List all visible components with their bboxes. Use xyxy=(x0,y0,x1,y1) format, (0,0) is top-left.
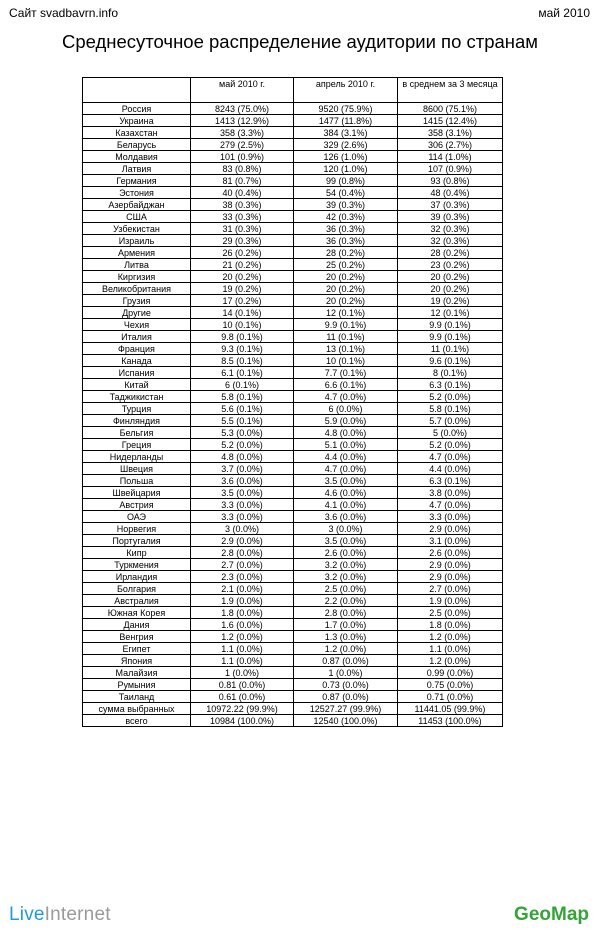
cell-country: Нидерланды xyxy=(83,451,191,463)
cell-april: 4.6 (0.0%) xyxy=(294,487,398,499)
cell-country: Дания xyxy=(83,619,191,631)
cell-average: 1.8 (0.0%) xyxy=(398,619,503,631)
table-row xyxy=(83,391,503,403)
cell-average: 19 (0.2%) xyxy=(398,295,503,307)
cell-average: 306 (2.7%) xyxy=(398,139,503,151)
cell-april: 4.7 (0.0%) xyxy=(294,391,398,403)
cell-country: Беларусь xyxy=(83,139,191,151)
cell-april: 6.6 (0.1%) xyxy=(294,379,398,391)
cell-may: 2.8 (0.0%) xyxy=(191,547,294,559)
cell-country: Великобритания xyxy=(83,283,191,295)
cell-may: 38 (0.3%) xyxy=(191,199,294,211)
cell-average: 1.2 (0.0%) xyxy=(398,631,503,643)
cell-may: 81 (0.7%) xyxy=(191,175,294,187)
cell-may: 8243 (75.0%) xyxy=(191,103,294,115)
cell-country: Франция xyxy=(83,343,191,355)
cell-country: Россия xyxy=(83,103,191,115)
cell-may: 20 (0.2%) xyxy=(191,271,294,283)
cell-country: Египет xyxy=(83,643,191,655)
table-row xyxy=(83,163,503,175)
cell-april: 3.2 (0.0%) xyxy=(294,571,398,583)
cell-may: 1413 (12.9%) xyxy=(191,115,294,127)
cell-may: 279 (2.5%) xyxy=(191,139,294,151)
cell-may: 29 (0.3%) xyxy=(191,235,294,247)
table-row xyxy=(83,331,503,343)
cell-average: 20 (0.2%) xyxy=(398,283,503,295)
cell-may: 21 (0.2%) xyxy=(191,259,294,271)
cell-april: 9520 (75.9%) xyxy=(294,103,398,115)
cell-average: 2.9 (0.0%) xyxy=(398,559,503,571)
cell-april: 12540 (100.0%) xyxy=(294,715,398,727)
cell-country: Болгария xyxy=(83,583,191,595)
cell-may: 26 (0.2%) xyxy=(191,247,294,259)
table-row xyxy=(83,463,503,475)
cell-april: 20 (0.2%) xyxy=(294,283,398,295)
cell-country: Норвегия xyxy=(83,523,191,535)
cell-may: 3.7 (0.0%) xyxy=(191,463,294,475)
cell-country: Австралия xyxy=(83,595,191,607)
cell-may: 1.1 (0.0%) xyxy=(191,655,294,667)
cell-may: 2.3 (0.0%) xyxy=(191,571,294,583)
cell-average: 1.9 (0.0%) xyxy=(398,595,503,607)
cell-april: 6 (0.0%) xyxy=(294,403,398,415)
table-row xyxy=(83,379,503,391)
cell-country: ОАЭ xyxy=(83,511,191,523)
cell-april: 99 (0.8%) xyxy=(294,175,398,187)
cell-country: Эстония xyxy=(83,187,191,199)
cell-average: 11441.05 (99.9%) xyxy=(398,703,503,715)
table-row xyxy=(83,319,503,331)
cell-average: 8600 (75.1%) xyxy=(398,103,503,115)
cell-country: Бельгия xyxy=(83,427,191,439)
table-row xyxy=(83,139,503,151)
cell-average: 1.1 (0.0%) xyxy=(398,643,503,655)
cell-april: 3 (0.0%) xyxy=(294,523,398,535)
cell-april: 1477 (11.8%) xyxy=(294,115,398,127)
cell-april: 4.7 (0.0%) xyxy=(294,463,398,475)
cell-may: 1.6 (0.0%) xyxy=(191,619,294,631)
cell-may: 2.9 (0.0%) xyxy=(191,535,294,547)
cell-average: 9.9 (0.1%) xyxy=(398,319,503,331)
cell-country: Швейцария xyxy=(83,487,191,499)
cell-country: Молдавия xyxy=(83,151,191,163)
cell-average: 3.3 (0.0%) xyxy=(398,511,503,523)
cell-april: 384 (3.1%) xyxy=(294,127,398,139)
cell-average: 0.71 (0.0%) xyxy=(398,691,503,703)
cell-may: 1.1 (0.0%) xyxy=(191,643,294,655)
table-row xyxy=(83,271,503,283)
cell-average: 5 (0.0%) xyxy=(398,427,503,439)
table-row xyxy=(83,367,503,379)
table-row xyxy=(83,235,503,247)
cell-april: 2.8 (0.0%) xyxy=(294,607,398,619)
cell-april: 9.9 (0.1%) xyxy=(294,319,398,331)
cell-april: 126 (1.0%) xyxy=(294,151,398,163)
table-row xyxy=(83,427,503,439)
cell-average: 9.9 (0.1%) xyxy=(398,331,503,343)
table-row xyxy=(83,523,503,535)
table-row xyxy=(83,259,503,271)
cell-average: 114 (1.0%) xyxy=(398,151,503,163)
cell-may: 5.3 (0.0%) xyxy=(191,427,294,439)
cell-may: 1.8 (0.0%) xyxy=(191,607,294,619)
cell-april: 1.7 (0.0%) xyxy=(294,619,398,631)
cell-april: 4.4 (0.0%) xyxy=(294,451,398,463)
cell-country: Таиланд xyxy=(83,691,191,703)
table-row xyxy=(83,667,503,679)
table-row xyxy=(83,619,503,631)
cell-april: 2.5 (0.0%) xyxy=(294,583,398,595)
cell-may: 5.6 (0.1%) xyxy=(191,403,294,415)
table-row xyxy=(83,187,503,199)
cell-may: 17 (0.2%) xyxy=(191,295,294,307)
country-distribution-table xyxy=(82,77,503,727)
table-row xyxy=(83,691,503,703)
cell-country: Турция xyxy=(83,403,191,415)
cell-average: 32 (0.3%) xyxy=(398,235,503,247)
table-row xyxy=(83,655,503,667)
cell-may: 19 (0.2%) xyxy=(191,283,294,295)
cell-april: 3.6 (0.0%) xyxy=(294,511,398,523)
table-row xyxy=(83,583,503,595)
cell-average: 3.8 (0.0%) xyxy=(398,487,503,499)
cell-average: 6.3 (0.1%) xyxy=(398,379,503,391)
column-header-april: апрель 2010 г. xyxy=(294,78,398,103)
table-row xyxy=(83,511,503,523)
cell-average: 2.9 (0.0%) xyxy=(398,571,503,583)
cell-average: 2.6 (0.0%) xyxy=(398,547,503,559)
cell-country: Португалия xyxy=(83,535,191,547)
cell-average: 4.7 (0.0%) xyxy=(398,499,503,511)
cell-average: 32 (0.3%) xyxy=(398,223,503,235)
table-row xyxy=(83,487,503,499)
page-title: Среднесуточное распределение аудитории по странам xyxy=(61,31,539,52)
cell-average: 5.8 (0.1%) xyxy=(398,403,503,415)
cell-country: Польша xyxy=(83,475,191,487)
cell-country: Азербайджан xyxy=(83,199,191,211)
cell-april: 1.2 (0.0%) xyxy=(294,643,398,655)
cell-april: 7.7 (0.1%) xyxy=(294,367,398,379)
cell-country: Кипр xyxy=(83,547,191,559)
cell-country: Казахстан xyxy=(83,127,191,139)
cell-country: Австрия xyxy=(83,499,191,511)
cell-average: 1415 (12.4%) xyxy=(398,115,503,127)
cell-april: 5.1 (0.0%) xyxy=(294,439,398,451)
cell-april: 4.1 (0.0%) xyxy=(294,499,398,511)
cell-may: 1.9 (0.0%) xyxy=(191,595,294,607)
cell-april: 11 (0.1%) xyxy=(294,331,398,343)
cell-april: 36 (0.3%) xyxy=(294,235,398,247)
cell-country: Латвия xyxy=(83,163,191,175)
cell-april: 20 (0.2%) xyxy=(294,271,398,283)
cell-may: 3.3 (0.0%) xyxy=(191,499,294,511)
cell-april: 28 (0.2%) xyxy=(294,247,398,259)
table-row xyxy=(83,343,503,355)
cell-average: 1.2 (0.0%) xyxy=(398,655,503,667)
table-row xyxy=(83,595,503,607)
cell-average: 28 (0.2%) xyxy=(398,247,503,259)
table-row xyxy=(83,631,503,643)
cell-may: 10 (0.1%) xyxy=(191,319,294,331)
cell-average: 2.7 (0.0%) xyxy=(398,583,503,595)
cell-country: Венгрия xyxy=(83,631,191,643)
cell-average: 5.2 (0.0%) xyxy=(398,391,503,403)
cell-may: 6.1 (0.1%) xyxy=(191,367,294,379)
cell-may: 4.8 (0.0%) xyxy=(191,451,294,463)
cell-may: 2.1 (0.0%) xyxy=(191,583,294,595)
cell-country: Испания xyxy=(83,367,191,379)
cell-country: Греция xyxy=(83,439,191,451)
cell-average: 2.9 (0.0%) xyxy=(398,523,503,535)
cell-country: Киргизия xyxy=(83,271,191,283)
cell-april: 1.3 (0.0%) xyxy=(294,631,398,643)
cell-april: 36 (0.3%) xyxy=(294,223,398,235)
cell-may: 6 (0.1%) xyxy=(191,379,294,391)
cell-average: 2.5 (0.0%) xyxy=(398,607,503,619)
cell-may: 31 (0.3%) xyxy=(191,223,294,235)
cell-may: 33 (0.3%) xyxy=(191,211,294,223)
table-row xyxy=(83,643,503,655)
cell-may: 1.2 (0.0%) xyxy=(191,631,294,643)
cell-average: 0.99 (0.0%) xyxy=(398,667,503,679)
cell-april: 54 (0.4%) xyxy=(294,187,398,199)
cell-average: 107 (0.9%) xyxy=(398,163,503,175)
table-row xyxy=(83,415,503,427)
cell-country: Финляндия xyxy=(83,415,191,427)
cell-average: 11453 (100.0%) xyxy=(398,715,503,727)
cell-country: Узбекистан xyxy=(83,223,191,235)
table-row xyxy=(83,223,503,235)
cell-average: 37 (0.3%) xyxy=(398,199,503,211)
cell-may: 14 (0.1%) xyxy=(191,307,294,319)
table-row xyxy=(83,547,503,559)
table-body xyxy=(83,103,503,727)
cell-may: 9.8 (0.1%) xyxy=(191,331,294,343)
table-row xyxy=(83,247,503,259)
table-row xyxy=(83,211,503,223)
cell-average: 39 (0.3%) xyxy=(398,211,503,223)
table-row xyxy=(83,151,503,163)
cell-country: Грузия xyxy=(83,295,191,307)
liveinternet-logo-live: Live xyxy=(9,904,45,925)
cell-may: 0.61 (0.0%) xyxy=(191,691,294,703)
table-row xyxy=(83,607,503,619)
liveinternet-logo xyxy=(9,904,111,926)
cell-average: 5.2 (0.0%) xyxy=(398,439,503,451)
cell-country: Израиль xyxy=(83,235,191,247)
cell-may: 3.5 (0.0%) xyxy=(191,487,294,499)
cell-april: 5.9 (0.0%) xyxy=(294,415,398,427)
cell-april: 39 (0.3%) xyxy=(294,199,398,211)
cell-may: 9.3 (0.1%) xyxy=(191,343,294,355)
site-name: Сайт svadbavrn.info xyxy=(9,6,119,20)
cell-may: 5.2 (0.0%) xyxy=(191,439,294,451)
cell-country: сумма выбранных xyxy=(83,703,191,715)
table-row xyxy=(83,535,503,547)
cell-april: 3.5 (0.0%) xyxy=(294,535,398,547)
cell-average: 3.1 (0.0%) xyxy=(398,535,503,547)
cell-average: 12 (0.1%) xyxy=(398,307,503,319)
table-row xyxy=(83,127,503,139)
cell-may: 2.7 (0.0%) xyxy=(191,559,294,571)
cell-average: 6.3 (0.1%) xyxy=(398,475,503,487)
table-row xyxy=(83,439,503,451)
table-row xyxy=(83,559,503,571)
table-row xyxy=(83,103,503,115)
cell-average: 11 (0.1%) xyxy=(398,343,503,355)
table-row xyxy=(83,679,503,691)
table-row xyxy=(83,283,503,295)
cell-country: Туркмения xyxy=(83,559,191,571)
cell-may: 3.6 (0.0%) xyxy=(191,475,294,487)
cell-april: 120 (1.0%) xyxy=(294,163,398,175)
cell-country: США xyxy=(83,211,191,223)
cell-april: 12527.27 (99.9%) xyxy=(294,703,398,715)
cell-april: 10 (0.1%) xyxy=(294,355,398,367)
cell-country: всего xyxy=(83,715,191,727)
cell-april: 25 (0.2%) xyxy=(294,259,398,271)
cell-may: 5.8 (0.1%) xyxy=(191,391,294,403)
cell-average: 5.7 (0.0%) xyxy=(398,415,503,427)
table-row xyxy=(83,475,503,487)
cell-april: 3.5 (0.0%) xyxy=(294,475,398,487)
cell-country: Чехия xyxy=(83,319,191,331)
cell-average: 358 (3.1%) xyxy=(398,127,503,139)
cell-april: 4.8 (0.0%) xyxy=(294,427,398,439)
cell-average: 0.75 (0.0%) xyxy=(398,679,503,691)
cell-country: Германия xyxy=(83,175,191,187)
cell-may: 358 (3.3%) xyxy=(191,127,294,139)
cell-may: 10984 (100.0%) xyxy=(191,715,294,727)
table-row xyxy=(83,115,503,127)
cell-april: 0.73 (0.0%) xyxy=(294,679,398,691)
cell-country: Швеция xyxy=(83,463,191,475)
cell-country: Армения xyxy=(83,247,191,259)
cell-country: Украина xyxy=(83,115,191,127)
cell-may: 10972.22 (99.9%) xyxy=(191,703,294,715)
cell-country: Южная Корея xyxy=(83,607,191,619)
cell-country: Таджикистан xyxy=(83,391,191,403)
cell-april: 13 (0.1%) xyxy=(294,343,398,355)
cell-country: Италия xyxy=(83,331,191,343)
cell-may: 1 (0.0%) xyxy=(191,667,294,679)
cell-april: 12 (0.1%) xyxy=(294,307,398,319)
table-header-row xyxy=(83,78,503,103)
cell-average: 93 (0.8%) xyxy=(398,175,503,187)
cell-average: 4.7 (0.0%) xyxy=(398,451,503,463)
table-row xyxy=(83,703,503,715)
cell-country: Другие xyxy=(83,307,191,319)
cell-may: 0.81 (0.0%) xyxy=(191,679,294,691)
cell-may: 3 (0.0%) xyxy=(191,523,294,535)
cell-may: 3.3 (0.0%) xyxy=(191,511,294,523)
cell-country: Малайзия xyxy=(83,667,191,679)
table-row xyxy=(83,451,503,463)
cell-may: 8.5 (0.1%) xyxy=(191,355,294,367)
cell-average: 4.4 (0.0%) xyxy=(398,463,503,475)
cell-may: 5.5 (0.1%) xyxy=(191,415,294,427)
cell-april: 2.6 (0.0%) xyxy=(294,547,398,559)
cell-country: Канада xyxy=(83,355,191,367)
cell-may: 101 (0.9%) xyxy=(191,151,294,163)
report-period: май 2010 xyxy=(538,6,590,20)
column-header-average: в среднем за 3 месяца xyxy=(398,78,503,103)
table-row xyxy=(83,571,503,583)
cell-april: 2.2 (0.0%) xyxy=(294,595,398,607)
cell-april: 0.87 (0.0%) xyxy=(294,691,398,703)
cell-country: Япония xyxy=(83,655,191,667)
geomap-logo: GeoMap xyxy=(514,904,589,925)
cell-april: 20 (0.2%) xyxy=(294,295,398,307)
cell-average: 8 (0.1%) xyxy=(398,367,503,379)
cell-april: 42 (0.3%) xyxy=(294,211,398,223)
table-row xyxy=(83,499,503,511)
table-row xyxy=(83,175,503,187)
cell-average: 23 (0.2%) xyxy=(398,259,503,271)
cell-average: 9.6 (0.1%) xyxy=(398,355,503,367)
cell-april: 329 (2.6%) xyxy=(294,139,398,151)
table-row xyxy=(83,355,503,367)
cell-april: 1 (0.0%) xyxy=(294,667,398,679)
cell-may: 40 (0.4%) xyxy=(191,187,294,199)
cell-average: 20 (0.2%) xyxy=(398,271,503,283)
cell-may: 83 (0.8%) xyxy=(191,163,294,175)
cell-country: Румыния xyxy=(83,679,191,691)
cell-country: Литва xyxy=(83,259,191,271)
cell-country: Ирландия xyxy=(83,571,191,583)
cell-average: 48 (0.4%) xyxy=(398,187,503,199)
table-row xyxy=(83,295,503,307)
table-row xyxy=(83,715,503,727)
cell-april: 0.87 (0.0%) xyxy=(294,655,398,667)
column-header-country xyxy=(83,78,191,103)
liveinternet-logo-internet: Internet xyxy=(44,904,111,925)
cell-april: 3.2 (0.0%) xyxy=(294,559,398,571)
column-header-may: май 2010 г. xyxy=(191,78,294,103)
table-row xyxy=(83,307,503,319)
table-row xyxy=(83,199,503,211)
table-row xyxy=(83,403,503,415)
cell-country: Китай xyxy=(83,379,191,391)
